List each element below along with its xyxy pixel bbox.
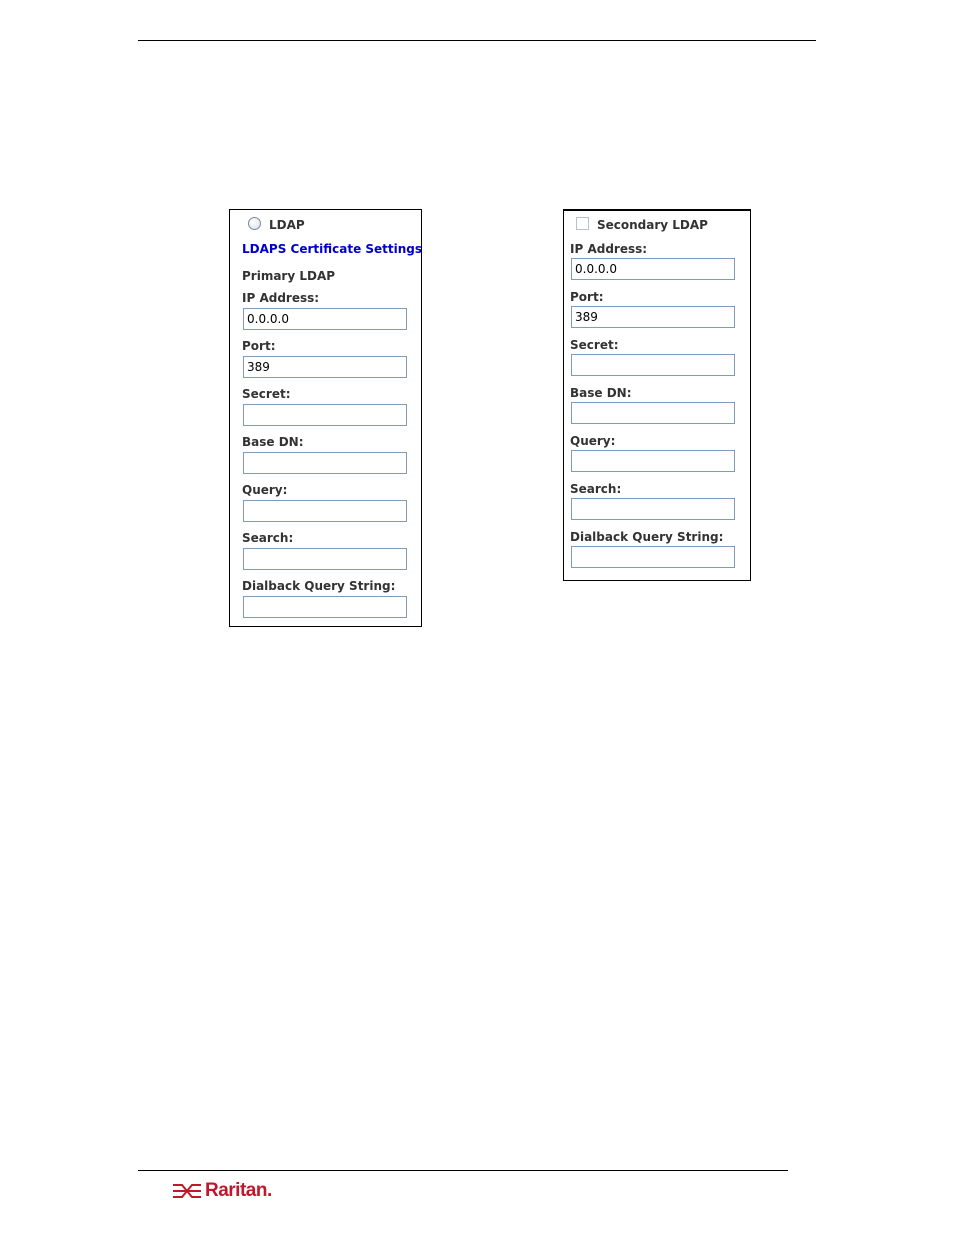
- footer-rule: [138, 1170, 788, 1171]
- primary-dialback-query-input[interactable]: [243, 596, 407, 618]
- primary-ip-address-label: IP Address:: [242, 291, 320, 305]
- secondary-query-label: Query:: [570, 434, 616, 448]
- secondary-search-label: Search:: [570, 482, 622, 496]
- raritan-logo-text: Raritan.: [205, 1180, 272, 1201]
- secondary-base-dn-input[interactable]: [571, 402, 735, 424]
- primary-search-label: Search:: [242, 531, 294, 545]
- primary-secret-input[interactable]: [243, 404, 407, 426]
- secondary-ip-address-label: IP Address:: [570, 242, 648, 256]
- primary-base-dn-label: Base DN:: [242, 435, 304, 449]
- secondary-secret-label: Secret:: [570, 338, 619, 352]
- primary-ldap-title: Primary LDAP: [242, 269, 336, 283]
- secondary-port-label: Port:: [570, 290, 604, 304]
- raritan-emblem-icon: [172, 1181, 202, 1201]
- ldaps-certificate-settings-link[interactable]: LDAPS Certificate Settings: [242, 242, 423, 256]
- primary-ip-address-input[interactable]: [243, 308, 407, 330]
- secondary-base-dn-label: Base DN:: [570, 386, 632, 400]
- secondary-dialback-query-label: Dialback Query String:: [570, 530, 724, 544]
- secondary-dialback-query-input[interactable]: [571, 546, 735, 568]
- primary-port-label: Port:: [242, 339, 276, 353]
- secondary-secret-input[interactable]: [571, 354, 735, 376]
- primary-dialback-query-label: Dialback Query String:: [242, 579, 396, 593]
- primary-ldap-panel: [229, 209, 422, 627]
- primary-query-input[interactable]: [243, 500, 407, 522]
- ldap-radio-button[interactable]: [248, 217, 261, 230]
- secondary-port-input[interactable]: [571, 306, 735, 328]
- secondary-ldap-checkbox-label: Secondary LDAP: [597, 218, 708, 232]
- raritan-logo: [172, 1180, 272, 1202]
- ldap-radio-label: LDAP: [269, 218, 305, 232]
- secondary-ip-address-input[interactable]: [571, 258, 735, 280]
- primary-query-label: Query:: [242, 483, 288, 497]
- primary-secret-label: Secret:: [242, 387, 291, 401]
- primary-port-input[interactable]: [243, 356, 407, 378]
- header-rule: [138, 40, 816, 41]
- secondary-ldap-checkbox[interactable]: [576, 217, 589, 230]
- secondary-ldap-panel: [563, 209, 751, 581]
- secondary-search-input[interactable]: [571, 498, 735, 520]
- primary-search-input[interactable]: [243, 548, 407, 570]
- primary-base-dn-input[interactable]: [243, 452, 407, 474]
- secondary-query-input[interactable]: [571, 450, 735, 472]
